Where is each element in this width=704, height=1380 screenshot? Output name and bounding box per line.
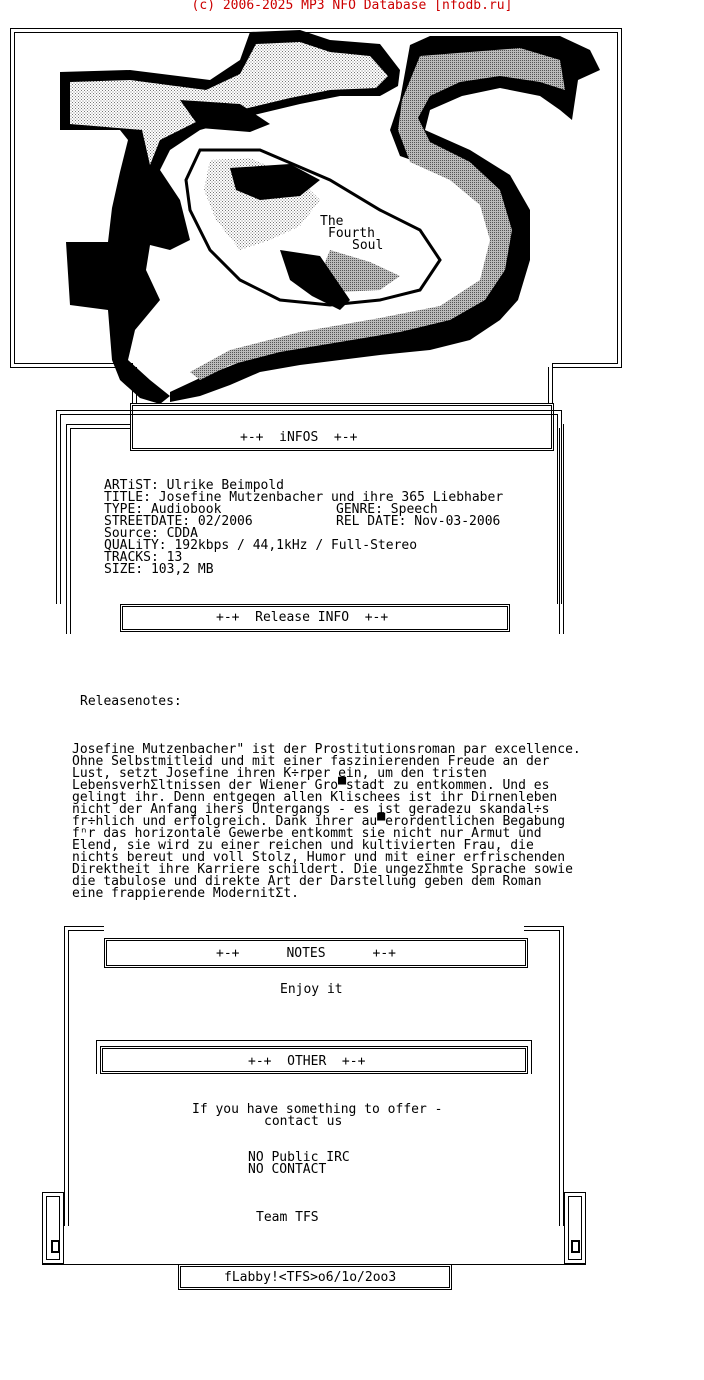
releasenotes-line: Direktheit ihre Karriere schildert. Die ungezΣhmte Sprache sowie bbox=[72, 862, 573, 877]
releasenotes-line: Lust, setzt Josefine ihren K÷rper ein, um den tristen bbox=[72, 766, 487, 781]
notes-text: Enjoy it bbox=[280, 982, 343, 997]
info-reldate: REL DATE: Nov-03-2006 bbox=[336, 514, 501, 529]
info-title: TITLE: Josefine Mutzenbacher und ihre 365 Liebhaber bbox=[104, 490, 504, 505]
right-pillar-block bbox=[571, 1240, 580, 1253]
tfs-logo-art bbox=[0, 0, 704, 420]
info-streetdate: STREETDATE: 02/2006 bbox=[104, 514, 253, 529]
signature: fLabby!<TFS>o6/1o/2oo3 bbox=[224, 1270, 397, 1285]
info-artist: ARTiST: Ulrike Beimpold bbox=[104, 478, 285, 493]
other-offer-line2: contact us bbox=[264, 1114, 343, 1129]
releasenotes-line: fr÷hlich und erfolgreich. Dank ihrer au▀erordentlichen Begabung bbox=[72, 814, 566, 829]
other-contact: NO CONTACT bbox=[248, 1162, 327, 1177]
releasenotes-line: Elend, sie wird zu einer reichen und kultivierten Frau, die bbox=[72, 838, 534, 853]
releasenotes-line: die tabulose und direkte Art der Darstellung geben dem Roman bbox=[72, 874, 542, 889]
releasenotes-line: nicht der Anfang ihers Untergangs - es ist geradezu skandal÷s bbox=[72, 802, 550, 817]
releasenotes-line: gelingt ihr. Denn entgegen allen Klischees ist ihr Dirnenleben bbox=[72, 790, 558, 805]
info-genre: GENRE: Speech bbox=[336, 502, 438, 517]
releasenotes-line: LebensverhΣltnissen der Wiener Gro▀stadt zu entkommen. Und es bbox=[72, 778, 550, 793]
releasenotes-line: nichts bereut und voll Stolz, Humor und mit einer erfrischenden bbox=[72, 850, 566, 865]
info-quality: QUALiTY: 192kbps / 44,1kHz / Full-Stereo bbox=[104, 538, 418, 553]
other-irc: NO Public IRC bbox=[248, 1150, 350, 1165]
logo-text-fourth: Fourth bbox=[328, 226, 375, 241]
site-header: (c) 2006-2025 MP3 NFO Database [nfodb.ru] bbox=[191, 0, 513, 13]
infos-title: +-+ iNFOS +-+ bbox=[240, 430, 358, 445]
info-size: SIZE: 103,2 MB bbox=[104, 562, 214, 577]
other-title: +-+ OTHER +-+ bbox=[248, 1054, 366, 1069]
releasenotes-line: fⁿr das horizontale Gewerbe entkommt sie nicht nur Armut und bbox=[72, 826, 542, 841]
releasenotes-heading: Releasenotes: bbox=[80, 694, 182, 709]
logo-text-soul: Soul bbox=[352, 238, 384, 253]
notes-title: +-+ NOTES +-+ bbox=[216, 946, 397, 961]
info-source: Source: CDDA bbox=[104, 526, 198, 541]
left-pillar-block bbox=[51, 1240, 60, 1253]
releasenotes-line: Ohne Selbstmitleid und mit einer faszinierenden Freude an der bbox=[72, 754, 550, 769]
releasenotes-line: Josefine Mutzenbacher" ist der Prostitutionsroman par excellence. bbox=[72, 742, 581, 757]
other-team: Team TFS bbox=[256, 1210, 319, 1225]
releasenotes-line: eine frappierende ModernitΣt. bbox=[72, 886, 299, 901]
release-info-title: +-+ Release INFO +-+ bbox=[216, 610, 389, 625]
other-offer-line1: If you have something to offer - bbox=[192, 1102, 443, 1117]
logo-text-the: The bbox=[320, 214, 344, 229]
info-type: TYPE: Audiobook bbox=[104, 502, 222, 517]
info-tracks: TRACKS: 13 bbox=[104, 550, 183, 565]
